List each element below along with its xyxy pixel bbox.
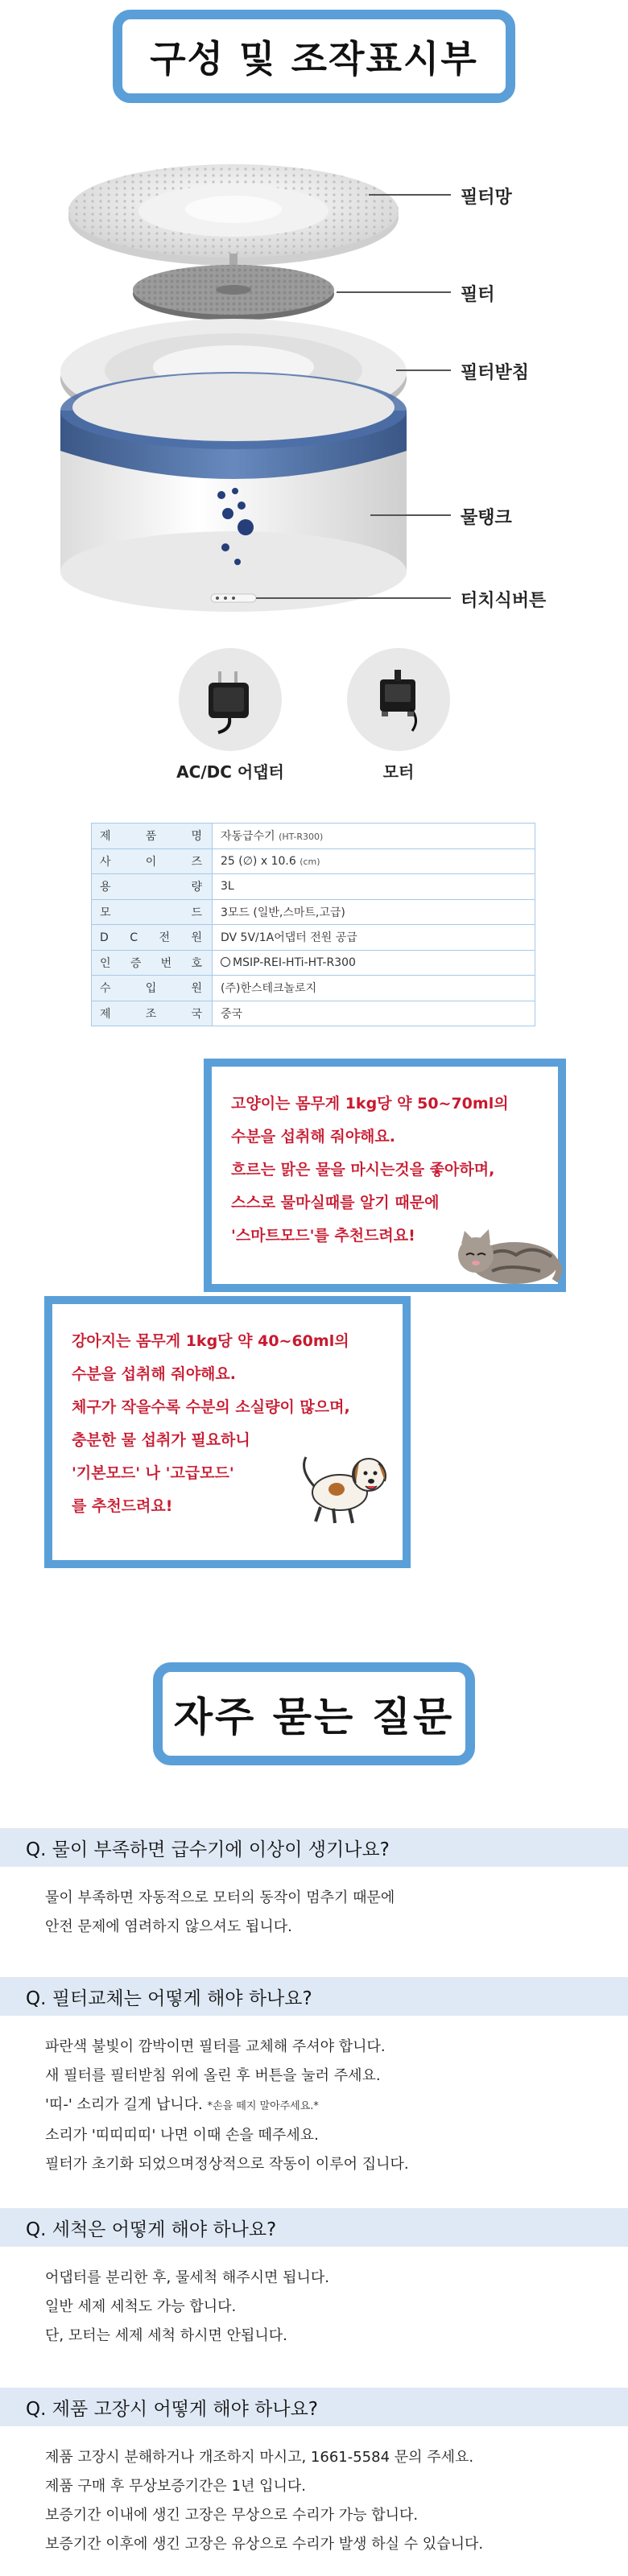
table-row <box>92 874 535 900</box>
spec-key: 용 량 <box>92 874 213 900</box>
water-tank-part <box>60 372 407 612</box>
table-row <box>92 976 535 1001</box>
spec-table <box>91 823 535 1026</box>
faq-question-1: Q. 물이 부족하면 급수기에 이상이 생기나요? <box>0 1828 628 1867</box>
spec-value: 3모드 (일반,스마트,고급) <box>213 899 535 925</box>
faq-note: *손을 떼지 말아주세요.* <box>207 2100 319 2112</box>
tip-line: 흐르는 맑은 물을 마시는것을 좋아하며, <box>231 1161 495 1179</box>
tip-line: 고양이는 몸무게 1kg당 약 50~70ml의 <box>231 1095 509 1113</box>
filter-label: 필터 <box>461 285 495 305</box>
adapter-label: AC/DC 어댑터 <box>176 762 284 782</box>
tip-line: 충분한 물 섭취가 필요하니 <box>72 1431 250 1449</box>
spec-value: 3L <box>213 874 535 900</box>
product-diagram <box>0 121 628 652</box>
faq-question-3: Q. 세척은 어떻게 해야 하나요? <box>0 2208 628 2247</box>
faq-question-4: Q. 제품 고장시 어떻게 해야 하나요? <box>0 2388 628 2426</box>
filter-tray-label: 필터받침 <box>461 363 530 383</box>
table-row <box>92 848 535 874</box>
adapter-icon <box>194 663 266 736</box>
certification-mark-icon <box>221 957 230 967</box>
tip-line: '기본모드' 나 '고급모드' <box>72 1464 234 1482</box>
tip-line: 를 추천드려요! <box>72 1497 173 1515</box>
faq-section-title: 자주 묻는 질문 <box>153 1662 475 1765</box>
spec-key: 제 조 국 <box>92 1001 213 1026</box>
fountain-illustration <box>0 121 628 652</box>
touch-button-part <box>211 594 256 602</box>
spec-value: MSIP-REI-HTi-HT-R300 <box>213 950 535 976</box>
table-row <box>92 1001 535 1026</box>
adapter-accessory <box>158 648 303 782</box>
parts-section-title: 구성 및 조작표시부 <box>113 10 515 103</box>
spec-key: D C 전 원 <box>92 925 213 951</box>
faq-answer-1: 물이 부족하면 자동적으로 모터의 동작이 멈추기 때문에 안전 문제에 염려하지 않으셔도 됩니다. <box>45 1889 395 1935</box>
cat-tip-box <box>204 1059 566 1292</box>
tip-line: '스마트모드'를 추천드려요! <box>231 1227 415 1245</box>
dog-tip-box <box>44 1296 411 1568</box>
motor-icon <box>362 663 435 736</box>
faq-answer-4: 제품 고장시 분해하거나 개조하지 마시고, 1661-5584 문의 주세요. 제품 구매 후 무상보증기간은 1년 입니다. 보증기간 이내에 생긴 고장은 무상으로 수리가 가능 합니다. 보증기간 이후에 생긴 고장은 유상으로 수리가 발생 하실 수 있습니다. <box>45 2449 484 2553</box>
spec-key: 수 입 원 <box>92 976 213 1001</box>
motor-image <box>347 648 450 751</box>
cat-illustration <box>452 1210 564 1290</box>
filter-part <box>133 265 334 320</box>
water-tank-label: 물탱크 <box>461 508 512 528</box>
faq-question-2: Q. 필터교체는 어떻게 해야 하나요? <box>0 1977 628 2016</box>
adapter-image <box>179 648 282 751</box>
spec-key: 인 증 번 호 <box>92 950 213 976</box>
table-row <box>92 950 535 976</box>
spec-key: 사 이 즈 <box>92 848 213 874</box>
spec-key: 모 드 <box>92 899 213 925</box>
spec-value: 중국 <box>213 1001 535 1026</box>
tip-line: 스스로 물마실때를 알기 때문에 <box>231 1194 440 1212</box>
tip-line: 체구가 작을수록 수분의 소실량이 많으며, <box>72 1398 350 1416</box>
faq-answer-2: 파란색 불빛이 깜박이면 필터를 교체해 주셔야 합니다. 새 필터를 필터받침 위에 올린 후 버튼을 눌러 주세요. '띠-' 소리가 길게 납니다. *손을 떼지 말아주세요.* 소리가 '띠띠띠띠' 나면 이때 손을 떼주세요. 필터가 초기화 되었으며정상적으로 작동이 이루어 집니다. <box>45 2038 409 2173</box>
motor-accessory <box>326 648 471 782</box>
dog-illustration <box>291 1439 396 1528</box>
tip-line: 강아지는 몸무게 1kg당 약 40~60ml의 <box>72 1332 349 1350</box>
spec-value: 자동급수기 (HT-R300) <box>213 824 535 849</box>
tip-line: 수분을 섭취해 줘야해요. <box>231 1128 395 1146</box>
touch-button-label: 터치식버튼 <box>461 591 547 611</box>
spec-value: DV 5V/1A어댑터 전원 공급 <box>213 925 535 951</box>
spec-value: 25 (∅) x 10.6 (cm) <box>213 848 535 874</box>
motor-label: 모터 <box>382 762 415 782</box>
spec-key: 제 품 명 <box>92 824 213 849</box>
table-row <box>92 925 535 951</box>
faq-answer-3: 어댑터를 분리한 후, 물세척 해주시면 됩니다. 일반 세제 세척도 가능 합니다. 단, 모터는 세제 세척 하시면 안됩니다. <box>45 2269 330 2344</box>
filter-net-label: 필터망 <box>461 188 512 208</box>
table-row <box>92 899 535 925</box>
tip-line: 수분을 섭취해 줘야해요. <box>72 1365 236 1383</box>
filter-net-part <box>68 164 399 266</box>
table-row <box>92 824 535 849</box>
spec-value: (주)한스테크놀로지 <box>213 976 535 1001</box>
